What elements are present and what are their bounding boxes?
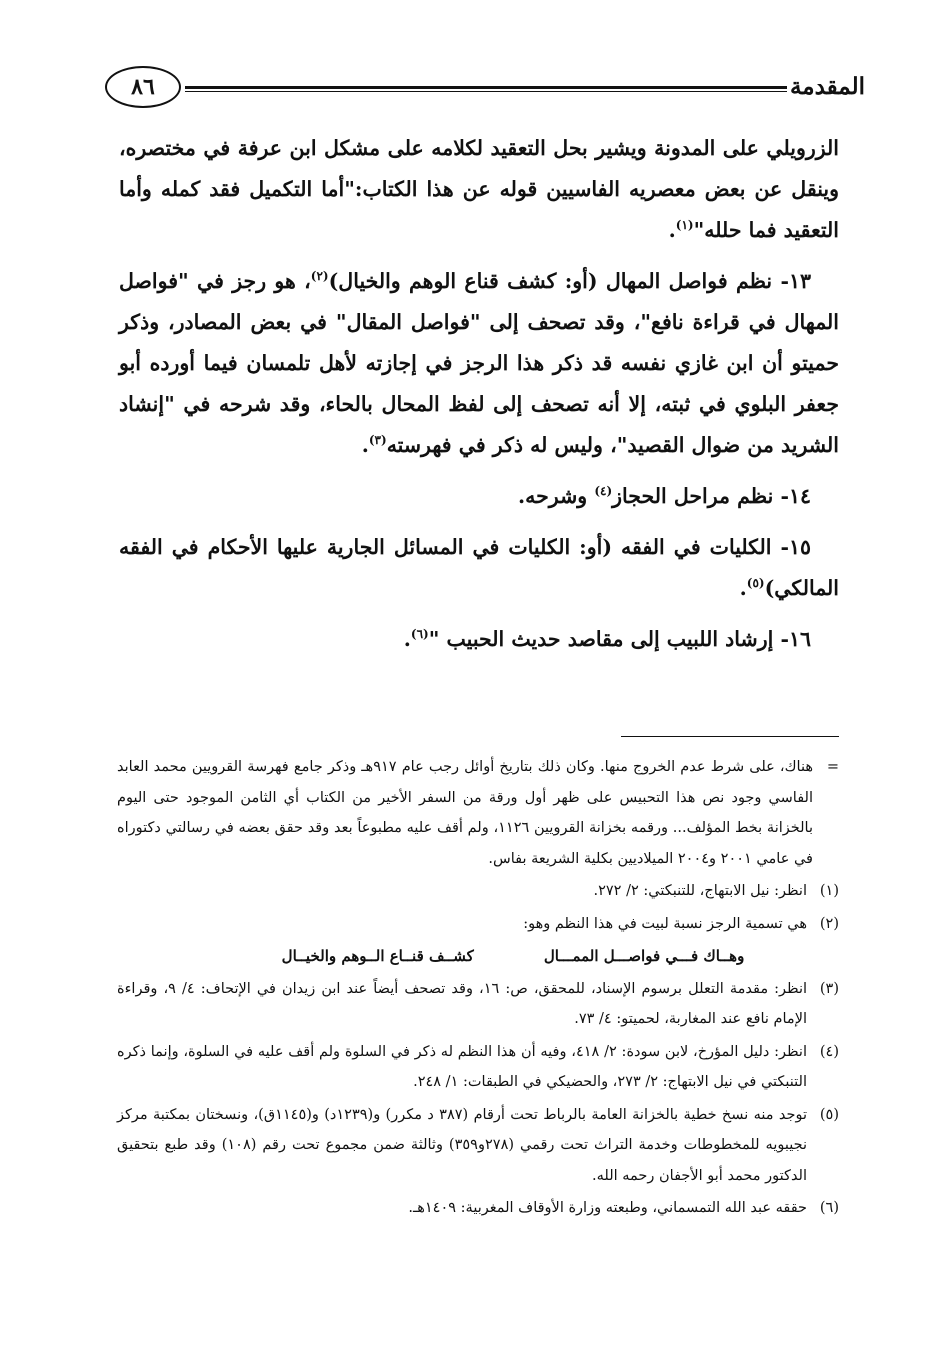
footnote-4: [117, 1037, 839, 1098]
footnote-5: [117, 1100, 839, 1192]
paragraph-text: الزرويلي على المدونة ويشير بحل التعقيد لكلامه على مشكل ابن عرفة في مختصره، وينقل عن بعض معصريه الفاسيين قوله عن هذا الكتاب:"أما التكميل فقد كمله وأما التعقيد فما حلله": [119, 136, 839, 242]
footnote-text: انظر: مقدمة التعلل برسوم الإسناد، للمحقق، ص: ١٦، وقد تصحف أيضاً عند ابن زيدان في الإتحاف: ٤/ ٩، وقراءة الإمام نافع عند المغاربة، لحميتو: ٤/ ٧٣.: [117, 980, 808, 1027]
continuation-marker: =: [826, 759, 839, 775]
footnote-label: (٦): [819, 1200, 839, 1216]
list-item-16: [119, 619, 839, 660]
list-item-text-cont: وشرحه.: [517, 484, 595, 508]
footnote-text: هي تسمية الرجز نسبة لبيت في هذا النظم وهو:: [523, 915, 807, 932]
footnote-ref-2: (٢): [310, 269, 329, 283]
footnote-ref-3: (٣): [368, 433, 387, 447]
footnotes: [117, 752, 839, 1226]
footnote-ref-5: (٥): [746, 576, 765, 590]
footnote-text: انظر: دليل المؤرخ، لابن سودة: ٢/ ٤١٨، وفيه أن هذا النظم له ذكر في السلوة ولم أقف عليه في السلوة، وإنما ذكره التنبكتي في نيل الابتهاج: ٢/ ٢٧٣، والحضيكي في الطبقات: ١/ ٢٤٨.: [117, 1043, 807, 1090]
list-item-end: .: [361, 433, 369, 457]
verse-line: [117, 941, 839, 972]
verse-first-hemistich: وهــاك فـــي فواصـــل الممـــال: [543, 947, 745, 965]
list-item-text: ١٦- إرشاد اللبيب إلى مقاصد حديث الحبيب ": [428, 627, 811, 651]
footnote-3: [117, 974, 839, 1035]
list-item-14: [119, 476, 839, 517]
list-item-end: .: [739, 576, 747, 600]
list-item-15: [119, 527, 839, 609]
list-item-13: [119, 261, 839, 466]
footnote-ref-4: (٤): [594, 484, 613, 498]
footnote-label: (٥): [819, 1106, 839, 1123]
footnote-separator: [621, 736, 839, 737]
footnote-1: [117, 876, 839, 907]
running-header: [105, 66, 865, 116]
footnote-text: توجد منه نسخ خطية بالخزانة العامة بالرباط تحت أرقام (٣٨٧ د مكرر) و(١٢٣٩د) و(١١٤٥ق)، ونسختان بمكتبة مركز نجيبويه للمخطوطات وخدمة التراث تحت رقمي (٢٧٨و٣٥٩) وثالثة ضمن مجموع تحت رقم (١٠٨) وقد طبع بتحقيق الدكتور محمد أبو الأجفان رحمه الله.: [117, 1106, 807, 1184]
chapter-title: المقدمة: [789, 73, 865, 100]
footnote-text: انظر: نيل الابتهاج، للتنبكتي: ٢/ ٢٧٢.: [593, 883, 807, 899]
footnote-ref-6: (٦): [410, 627, 429, 641]
footnote-6: [117, 1193, 839, 1224]
footnote-text: حققه عبد الله التمسماني، وطبعته وزارة الأوقاف المغربية: ١٤٠٩هـ.: [408, 1200, 807, 1216]
list-item-text: ١٣- نظم فواصل المهال (أو: كشف قناع الوهم والخيال): [328, 269, 811, 293]
footnote-label: (٣): [819, 980, 839, 997]
page-number: ٨٦: [105, 66, 181, 108]
footnote-2: [117, 909, 839, 940]
list-item-text: ١٥- الكليات في الفقه (أو: الكليات في المسائل الجارية عليها الأحكام في الفقه المالكي): [119, 535, 839, 600]
footnote-continuation: [117, 752, 839, 874]
list-item-end: .: [403, 627, 411, 651]
verse-second-hemistich: كشــف قنــاع الــوهم والخيــال: [281, 947, 474, 965]
list-item-text-cont: ، هو رجز في "فواصل المهال في قراءة نافع"، وقد تصحف إلى "فواصل المقال" في بعض المصادر، وذكر حميتو أن ابن غازي نفسه قد ذكر هذا الرجز في إجازته لأهل تلمسان فيما أورده أبو جعفر البلوي في ثبته، إلا أنه تصحف إلى لفظ المحال بالحاء، وقد شرحه في "إنشاد الشريد من ضوال القصيد"، وليس له ذكر في فهرسته: [119, 269, 839, 457]
paragraph-intro: [119, 128, 839, 251]
header-rule: [185, 86, 787, 92]
footnote-label: (١): [819, 883, 839, 899]
paragraph-end: .: [668, 218, 676, 242]
footnote-label: (٤): [819, 1043, 839, 1060]
list-item-text: ١٤- نظم مراحل الحجاز: [612, 484, 811, 508]
footnote-text: هناك، على شرط عدم الخروج منها. وكان ذلك بتاريخ أوائل رجب عام ٩١٧هـ وذكر جامع فهرسة القرويين محمد العابد الفاسي وجود نص هذا التحبيس على ظهر أول ورقة من السفر الأخير من الكتاب أي الثامن الموجود حتى اليوم بالخزانة بخط المؤلف... ورقمه بخزانة القرويين ١١٢٦، ولم أقف عليه مطبوعاً بعد وقد حقق بعضه في رسالتي دكتوراه في عامي ٢٠٠١ و٢٠٠٤ الميلاديين بكلية الشريعة بفاس.: [117, 759, 813, 867]
main-text: [119, 128, 839, 670]
footnote-ref-1: (١): [675, 218, 694, 232]
footnote-label: (٢): [819, 915, 839, 932]
